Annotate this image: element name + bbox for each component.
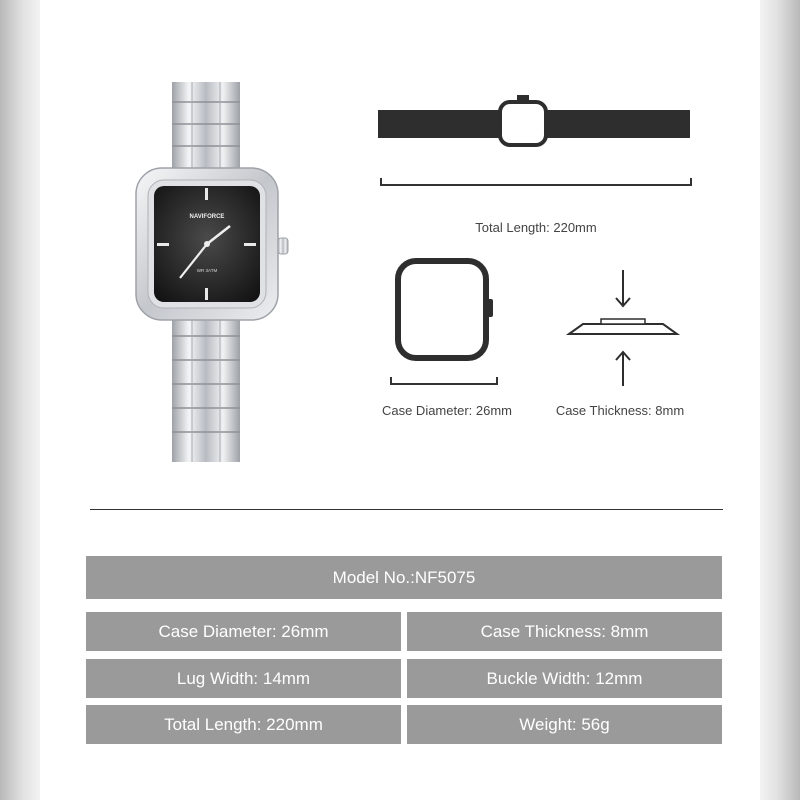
right-gradient-edge bbox=[760, 0, 800, 800]
dial-water-resistance-text: WR 3ATM bbox=[196, 268, 218, 273]
spec-weight: Weight: 56g bbox=[407, 705, 722, 744]
lower-bracelet bbox=[172, 316, 240, 462]
case-diameter-dimension-line bbox=[390, 377, 498, 385]
dial-brand-text: NAVIFORCE bbox=[189, 214, 225, 220]
case-outline-diagram bbox=[392, 255, 502, 370]
total-length-label: Total Length: 220mm bbox=[475, 220, 597, 235]
upper-bracelet bbox=[172, 82, 240, 174]
watch-product-image bbox=[130, 80, 295, 465]
spec-case-thickness: Case Thickness: 8mm bbox=[407, 612, 722, 651]
total-length-dimension-line bbox=[380, 178, 692, 186]
case-thickness-diagram bbox=[565, 268, 681, 395]
spec-case-diameter: Case Diameter: 26mm bbox=[86, 612, 401, 651]
section-divider bbox=[90, 509, 723, 510]
strap-length-diagram bbox=[376, 95, 696, 160]
spec-lug-width: Lug Width: 14mm bbox=[86, 659, 401, 698]
case-thickness-label: Case Thickness: 8mm bbox=[555, 403, 685, 418]
spec-model-number: Model No.:NF5075 bbox=[86, 556, 722, 599]
spec-buckle-width: Buckle Width: 12mm bbox=[407, 659, 722, 698]
case-diameter-label: Case Diameter: 26mm bbox=[381, 403, 513, 418]
spec-total-length: Total Length: 220mm bbox=[86, 705, 401, 744]
left-gradient-edge bbox=[0, 0, 40, 800]
